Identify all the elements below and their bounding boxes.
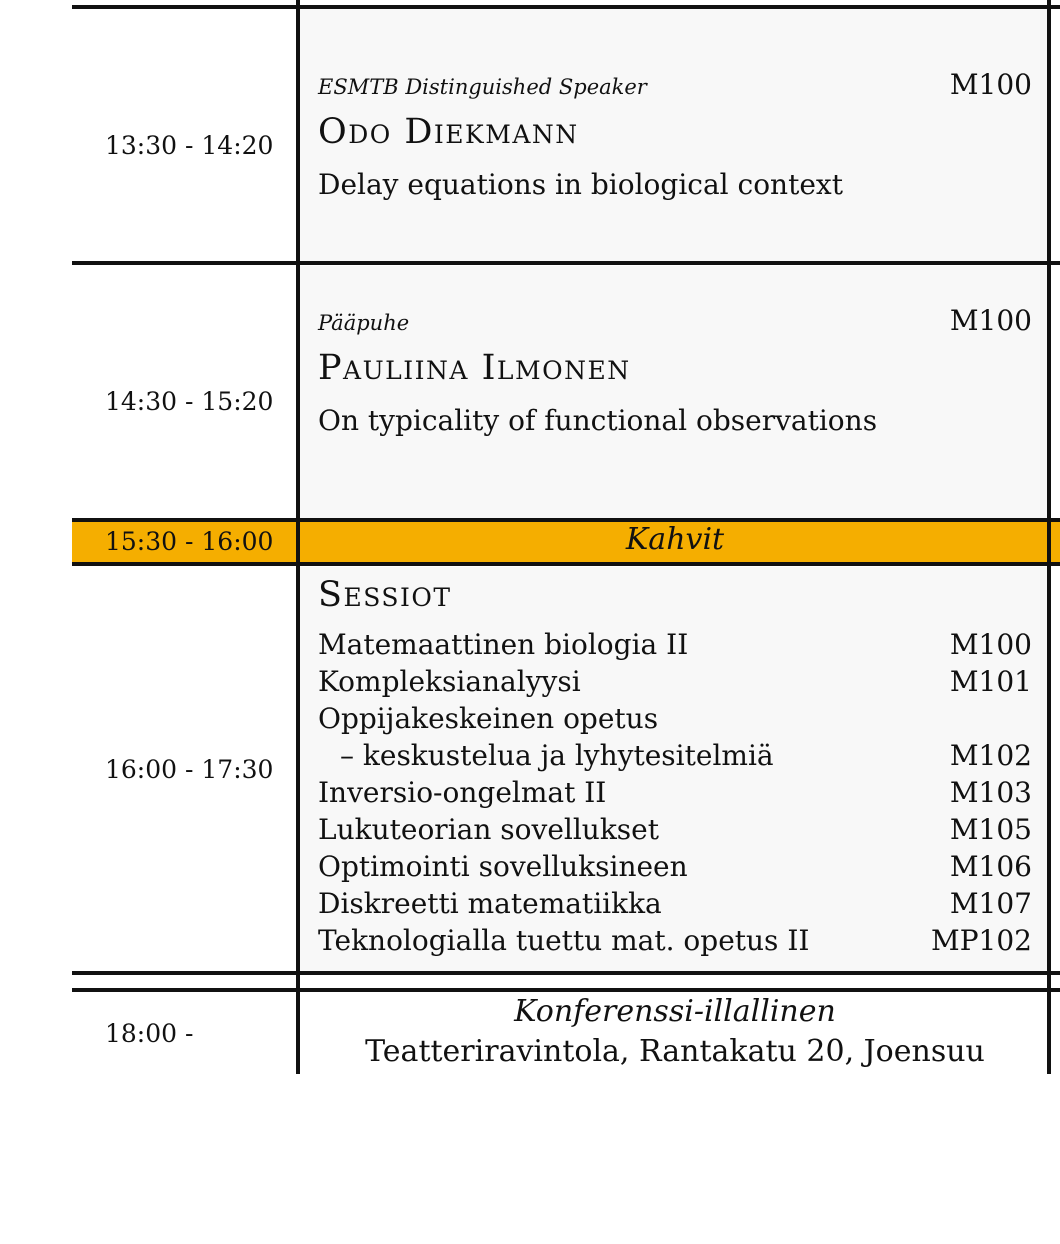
session-item: Oppijakeskeinen opetus [318,702,659,735]
session-room: M100 [949,628,1032,661]
table-rule [72,562,1060,566]
table-rule [72,988,1060,992]
table-rule [72,5,1060,9]
speaker-name: Pauliina Ilmonen [318,348,631,388]
speaker-name: Odo Diekmann [318,112,579,152]
session-item: Diskreetti matematiikka [318,887,662,920]
room-label: M100 [949,68,1032,101]
talk-category: Pääpuhe [318,311,410,335]
sessions-heading: Sessiot [318,575,452,615]
session-room: M106 [949,850,1032,883]
table-rule [72,971,1060,975]
coffee-break-label: Kahvit [625,522,725,557]
session-item: – keskustelua ja lyhytesitelmiä [340,739,774,772]
session-item: Lukuteorian sovellukset [318,813,659,846]
dinner-label: Konferenssi-illallinen [514,994,836,1029]
time-slot: 13:30 - 14:20 [105,131,274,160]
session-room: M105 [949,813,1032,846]
talk-title: On typicality of functional observations [318,404,878,437]
session-item: Inversio-ongelmat II [318,776,607,809]
session-item: Kompleksianalyysi [318,665,581,698]
session-room: M107 [949,887,1032,920]
room-label: M100 [949,304,1032,337]
talk-title: Delay equations in biological context [318,168,843,201]
dinner-venue: Teatteriravintola, Rantakatu 20, Joensuu [365,1034,985,1069]
session-room: M102 [949,739,1032,772]
time-slot: 15:30 - 16:00 [105,527,274,556]
time-slot: 18:00 - [105,1019,194,1048]
time-slot: 16:00 - 17:30 [105,755,274,784]
session-room: M101 [949,665,1032,698]
session-room: M103 [949,776,1032,809]
talk-category: ESMTB Distinguished Speaker [318,75,647,99]
cell-background [300,266,1048,519]
time-slot: 14:30 - 15:20 [105,387,274,416]
session-item: Optimointi sovelluksineen [318,850,688,883]
session-item: Matemaattinen biologia II [318,628,689,661]
session-item: Teknologialla tuettu mat. opetus II [318,924,810,957]
table-rule [72,261,1060,265]
session-room: MP102 [931,924,1032,957]
